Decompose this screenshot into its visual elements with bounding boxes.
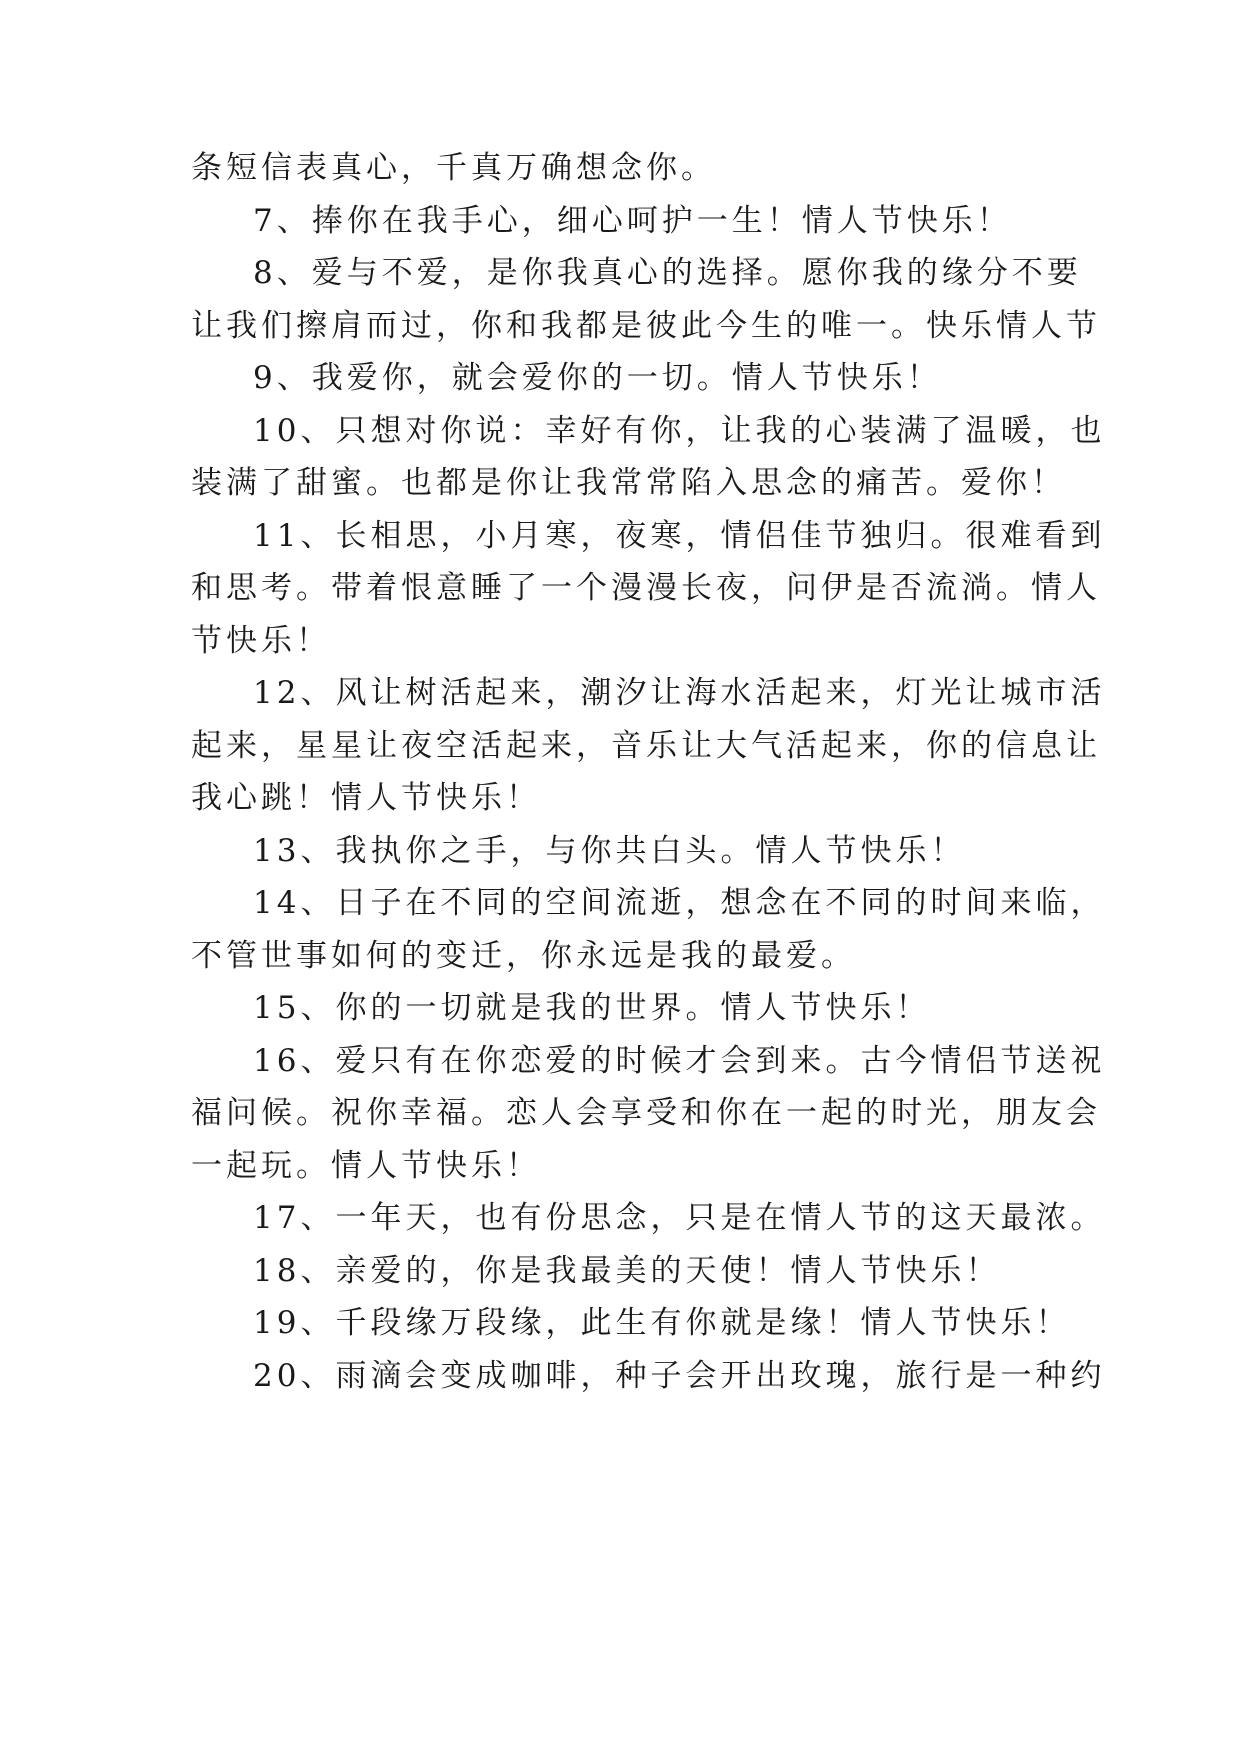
text-line: 12、风让树活起来，潮汐让海水活起来，灯光让城市活 xyxy=(253,675,1106,711)
text-line: 让我们擦肩而过，你和我都是彼此今生的唯一。快乐情人节 xyxy=(191,308,1101,344)
text-line: 9、我爱你，就会爱你的一切。情人节快乐！ xyxy=(253,360,942,396)
text-line: 18、亲爱的，你是我最美的天使！情人节快乐！ xyxy=(253,1253,1001,1289)
text-line: 不管世事如何的变迁，你永远是我的最爱。 xyxy=(191,938,856,974)
text-line: 20、雨滴会变成咖啡，种子会开出玫瑰，旅行是一种约 xyxy=(253,1358,1106,1394)
text-line: 19、千段缘万段缘，此生有你就是缘！情人节快乐！ xyxy=(253,1305,1071,1341)
text-line: 13、我执你之手，与你共白头。情人节快乐！ xyxy=(253,833,966,869)
text-line: 福问候。祝你幸福。恋人会享受和你在一起的时光，朋友会 xyxy=(191,1095,1101,1131)
text-line: 17、一年天，也有份思念，只是在情人节的这天最浓。 xyxy=(253,1200,1106,1236)
text-line: 条短信表真心，千真万确想念你。 xyxy=(191,150,716,186)
text-line: 节快乐！ xyxy=(191,623,331,659)
text-line: 14、日子在不同的空间流逝，想念在不同的时间来临， xyxy=(253,885,1106,921)
text-line: 和思考。带着恨意睡了一个漫漫长夜，问伊是否流淌。情人 xyxy=(191,570,1101,606)
text-line: 8、爱与不爱，是你我真心的选择。愿你我的缘分不要 xyxy=(253,255,1082,291)
text-line: 装满了甜蜜。也都是你让我常常陷入思念的痛苦。爱你！ xyxy=(191,465,1066,501)
text-line: 10、只想对你说：幸好有你，让我的心装满了温暖，也 xyxy=(253,413,1106,449)
text-line: 我心跳！情人节快乐！ xyxy=(191,780,541,816)
text-line: 16、爱只有在你恋爱的时候才会到来。古今情侣节送祝 xyxy=(253,1043,1106,1079)
text-line: 11、长相思，小月寒，夜寒，情侣佳节独归。很难看到 xyxy=(253,518,1106,554)
text-line: 15、你的一切就是我的世界。情人节快乐！ xyxy=(253,990,931,1026)
text-line: 起来，星星让夜空活起来，音乐让大气活起来，你的信息让 xyxy=(191,728,1101,764)
text-line: 一起玩。情人节快乐！ xyxy=(191,1148,541,1184)
text-line: 7、捧你在我手心，细心呵护一生！情人节快乐！ xyxy=(253,203,1012,239)
